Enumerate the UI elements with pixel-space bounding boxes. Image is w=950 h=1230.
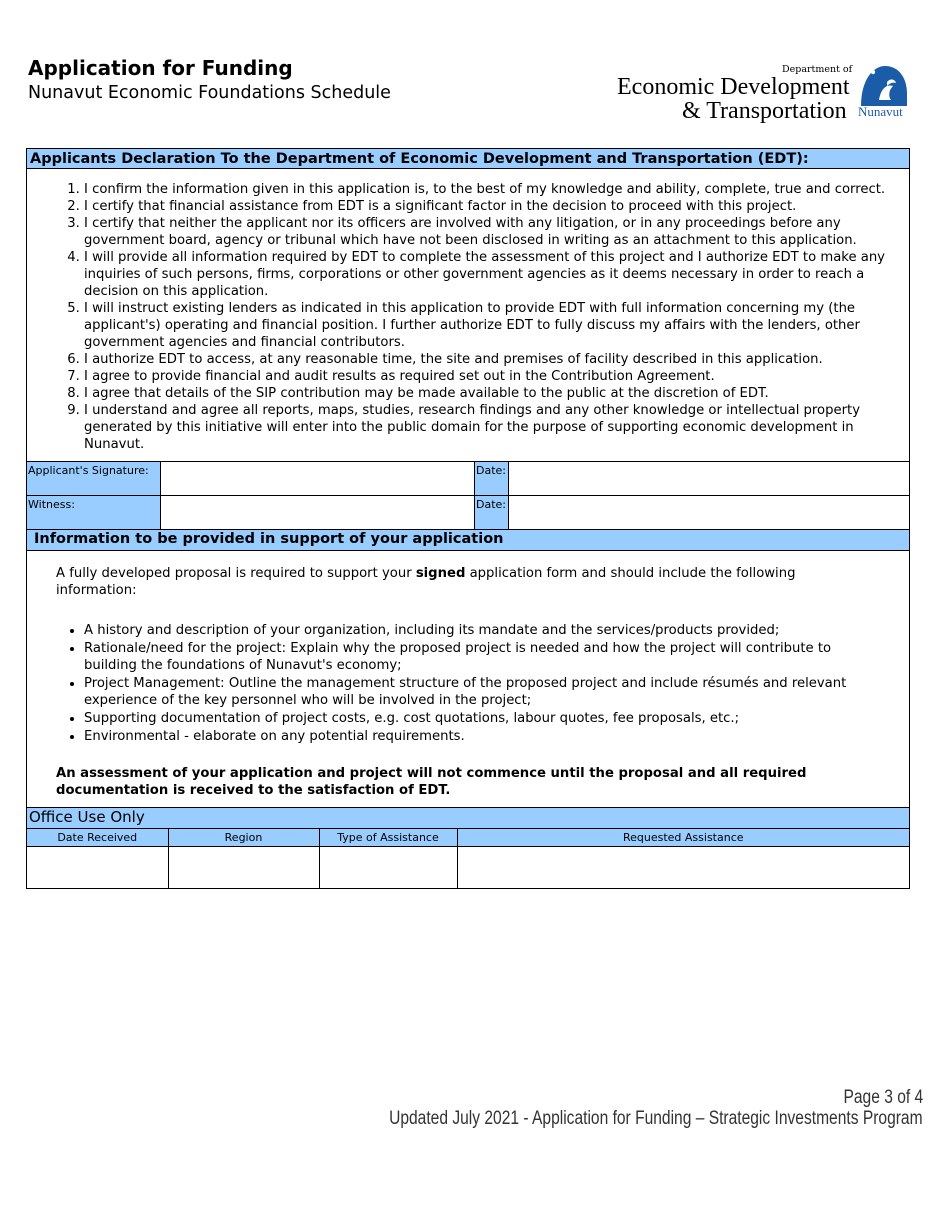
declaration-item: 5. I will instruct existing lenders as indicated in this application to provide EDT with full information concerning my (the applicant's) operating and financial position. I further authorize EDT to fully discuss my affairs with the lenders, other government agencies and financial contributors. [84,300,909,351]
declaration-item: 2. I certify that financial assistance from EDT is a significant factor in the decision to proceed with this project. [84,198,909,215]
support-item: • A history and description of your organization, including its mandate and the services/products provided; [84,622,879,639]
declaration-item: 9. I understand and agree all reports, maps, studies, research findings and any other knowledge or intellectual property generated by this initiative will enter into the public domain for the purpose of supporting economic development in Nunavut. [84,402,909,453]
support-item: • Rationale/need for the project: Explain why the proposed project is needed and how the project will contribute to building the foundations of Nunavut's economy; [84,640,879,674]
type-of-assistance-field[interactable] [319,847,457,889]
support-list [56,622,879,745]
witness-date-field[interactable] [509,496,909,529]
support-item: • Project Management: Outline the management structure of the proposed project and include résumés and relevant experience of the key personnel who will be involved in the project; [84,675,879,709]
declaration-item: 3. I certify that neither the applicant nor its officers are involved with any litigation, or in any proceedings before any government board, agency or tribunal which have not been disclosed in writing as an attachment to this application. [84,215,909,249]
witness-row [27,496,909,530]
signature-label: Applicant's Signature: [27,462,161,495]
declaration-item: 6. I authorize EDT to access, at any reasonable time, the site and premises of facility described in this application. [84,351,909,368]
support-intro-end: application form and should include the following information: [56,566,796,598]
support-intro [56,565,879,599]
logo-nunavut: Nunavut [858,104,903,119]
office-use-heading: Office Use Only [27,807,909,829]
form-subtitle: Nunavut Economic Foundations Schedule [28,83,391,103]
signature-date-field[interactable] [509,462,909,495]
date-received-field[interactable] [27,847,168,889]
declaration-item: 8. I agree that details of the SIP contribution may be made available to the public at the discretion of EDT. [84,385,909,402]
assessment-note: An assessment of your application and project will not commence until the proposal and all required documentation is received to the satisfaction of EDT. [56,766,807,798]
declaration-item: 4. I will provide all information required by EDT to complete the assessment of this project and I authorize EDT to make any inquiries of such persons, firms, corporations or other government agencies as it deems necessary in order to reach a decision on this application. [84,249,909,300]
support-item: • Environmental - elaborate on any potential requirements. [84,728,879,745]
signature-date-label: Date: [475,462,509,495]
declaration-list [27,181,909,453]
page-number: Page 3 of 4 [843,1087,923,1108]
col-requested-assistance: Requested Assistance [457,829,909,847]
signature-field[interactable] [161,462,475,495]
col-date-received: Date Received [27,829,168,847]
form-title: Application for Funding [28,56,293,80]
support-section [27,551,909,807]
support-intro-bold: signed [415,566,466,581]
declaration-list-section [27,169,909,462]
col-type-of-assistance: Type of Assistance [319,829,457,847]
region-field[interactable] [168,847,319,889]
edt-logo [615,62,910,128]
col-region: Region [168,829,319,847]
support-intro-start: A fully developed proposal is required to support your [56,566,416,581]
application-form [26,148,910,889]
nunavut-emblem-icon [857,62,909,108]
signature-row [27,462,909,496]
support-item: • Supporting documentation of project costs, e.g. cost quotations, labour quotes, fee proposals, etc.; [84,710,879,727]
logo-department-of: Department of [782,64,853,75]
logo-line2: & Transportation [682,98,847,124]
footer-updated: Updated July 2021 - Application for Funding – Strategic Investments Program [389,1108,923,1129]
witness-label: Witness: [27,496,161,529]
office-use-table [27,829,909,888]
witness-date-label: Date: [475,496,509,529]
logo-line1: Economic Development [617,74,850,100]
declaration-item: 7. I agree to provide financial and audit results as required set out in the Contribution Agreement. [84,368,909,385]
witness-field[interactable] [161,496,475,529]
declaration-heading: Applicants Declaration To the Department of Economic Development and Transportation (EDT): [27,149,909,169]
support-heading: Information to be provided in support of your application [27,530,909,551]
declaration-item: 1. I confirm the information given in this application is, to the best of my knowledge and ability, complete, true and correct. [84,181,909,198]
requested-assistance-field[interactable] [457,847,909,889]
